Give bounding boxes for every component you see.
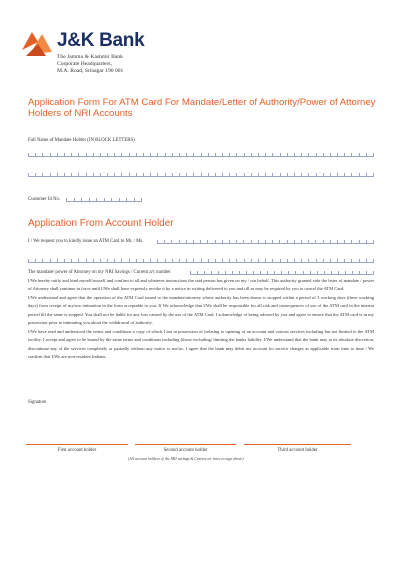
mandate-holder-name-boxes-1[interactable] [28,150,374,157]
declaration-text [28,277,374,362]
second-holder-signature-line[interactable] [135,444,236,445]
mandate-holder-label: Full Name of Mandate Holder (IN BLOCK LETTERS) [28,138,135,143]
cardholder-name-boxes-1[interactable] [157,237,374,244]
first-holder-label: First account holder [57,448,97,453]
jk-bank-logo-icon [18,26,56,60]
declaration-paragraph: I/We have read and understood the terms and conditions a copy of which I am in possession of (relating to opening of an account and various services including but not limited to the ATM facility. I accept and agree to be bound by the same terms and conditions including (those excluding/ limiting the banks liability. I/We understand that the bank may at its absolute discretion, discontinue any of the services completely or partially without any notice to me/us. I agree that the bank may debit my account for service charges as applicable from time to time / We confirm that I/We are non-resident Indians. [28,328,374,360]
declaration-paragraph: I/We understand and agree that the operation of the ATM Card issued to the mandate/attorney whose authority has been drawn is stopped within a period of 3 working days (three working days) from receipt of my/our intimation in the form acceptable to you. If We acknowledge that I/We shall be responsible for all risk and consequences of use of the ATM card in the interim period till the same is stopped. You shall not be liable for any loss caused by the use of the ATM Card. I acknowledge of being advised by you and agree to ensure that the ATM card is in my possession prior to intimating you about the withdrawal of authority. [28,294,374,326]
customer-id-boxes[interactable] [66,195,142,202]
atm-request-label: I / We request you to kindly issue an ATM Card to Mr. / Ms. [28,239,144,244]
brand-name: J&K Bank [57,30,145,51]
first-holder-signature-line[interactable] [26,444,128,445]
third-holder-signature-line[interactable] [244,444,351,445]
customer-id-label: Customer Id No. [28,197,61,202]
mandate-holder-name-boxes-2[interactable] [28,170,374,177]
address-line: The Jammu & Kashmir Bank [57,54,123,60]
signature-note: (All account holders of the NRI savings & Current a/c have to sign above) [128,457,244,461]
address-line: Corporate Headquarters, [57,61,112,67]
bank-address [57,54,123,75]
mandate-account-label: The mandate/ power of Attorney on my NRI Savings / Current a/c number [28,270,171,275]
signature-label: Signature [28,400,47,405]
form-title: Application Form For ATM Card For Mandate/Letter of Authority/Power of Attorney Holders of NRI Accounts [28,97,376,119]
second-holder-label: Second account holder [163,448,208,453]
declaration-paragraph: I/We hereby ratify and bind myself/ourself and confirm to all and whatever instructions the said person has given on my / our behalf. This authority granted vide the letter of mandate / power of Attorney shall continue in force until I/We shall have expressly revoke it by a notice in writing delivered to you and till as may be required by you to cancel the ATM Card. [28,278,374,292]
address-line: M.A. Road, Srinagar 190 001 [57,68,124,74]
cardholder-name-boxes-2[interactable] [28,256,374,263]
account-number-boxes[interactable] [190,268,374,275]
third-holder-label: Third account holder [277,448,318,453]
section-title: Application From Account Holder [28,218,174,229]
